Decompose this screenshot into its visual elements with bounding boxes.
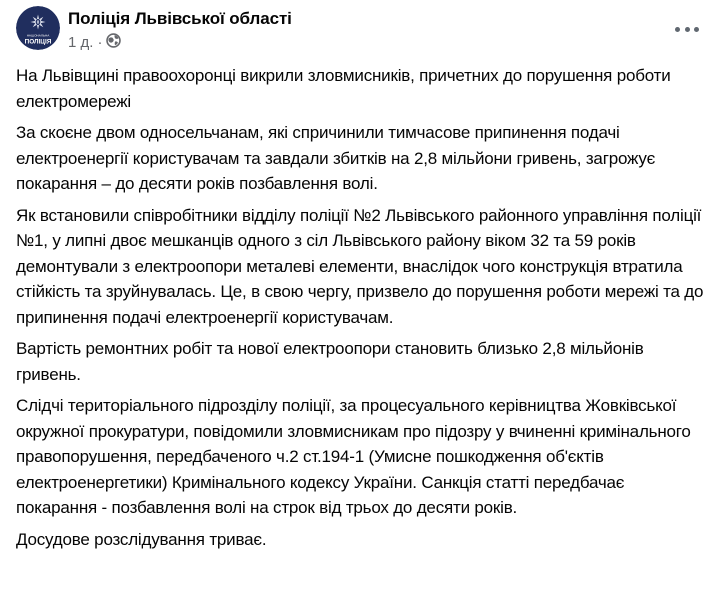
header-text (68, 6, 292, 53)
timestamp[interactable]: 1 д. (68, 33, 94, 51)
post-paragraph: На Львівщині правоохоронці викрили зловмисників, причетних до порушення роботи електромережі (16, 66, 671, 111)
post-body (0, 63, 721, 552)
ellipsis-icon (685, 27, 690, 32)
police-logo-icon (16, 6, 60, 50)
dot-separator: · (97, 33, 103, 51)
post-paragraph: Слідчі територіального підрозділу поліції, за процесуального керівництва Жовківської окружної прокуратури, повідомили зловмисникам про підозру у вчиненні кримінального правопорушення, передбаченого ч.2 ст.194-1 (Умисне пошкодження об'єктів електроенергетики) Кримінального кодексу України. Санкція статті передбачає покарання - позбавлення волі на строк від трьох до десяти років. (16, 396, 691, 517)
post-header (0, 0, 721, 53)
ellipsis-icon (694, 27, 699, 32)
page-name-link[interactable]: Поліція Львівської області (68, 9, 292, 28)
post-paragraph: Досудове розслідування триває. (16, 529, 267, 549)
avatar-org-line1: НАЦІОНАЛЬНА (26, 33, 50, 38)
more-options-button[interactable] (667, 19, 707, 40)
post-paragraph: Вартість ремонтних робіт та нової електроопори становить близько 2,8 мільйонів гривень. (16, 339, 644, 384)
post-paragraph: Як встановили співробітники відділу поліції №2 Львівського районного управління поліції №1, у липні двоє мешканців одного з сіл Львівського району віком 32 та 59 років демонтували з електроопори металеві елементи, внаслідок чого конструкція втратила стійкість та зруйнувалась. Це, в свою чергу, призвело до порушення роботи мережі та до припинення подачі електроенергії користувачам. (16, 205, 704, 327)
ellipsis-icon (675, 27, 680, 32)
avatar[interactable] (16, 6, 60, 50)
post-meta (68, 32, 292, 53)
globe-icon (106, 33, 121, 53)
post-paragraph: За скоєне двом односельчанам, які спричинили тимчасове припинення подачі електроенергії користувачам та завдали збитків на 2,8 мільйони гривень, загрожує покарання – до десяти років позбавлення волі. (16, 123, 656, 193)
avatar-org-line2: ПОЛІЦІЯ (24, 38, 52, 46)
